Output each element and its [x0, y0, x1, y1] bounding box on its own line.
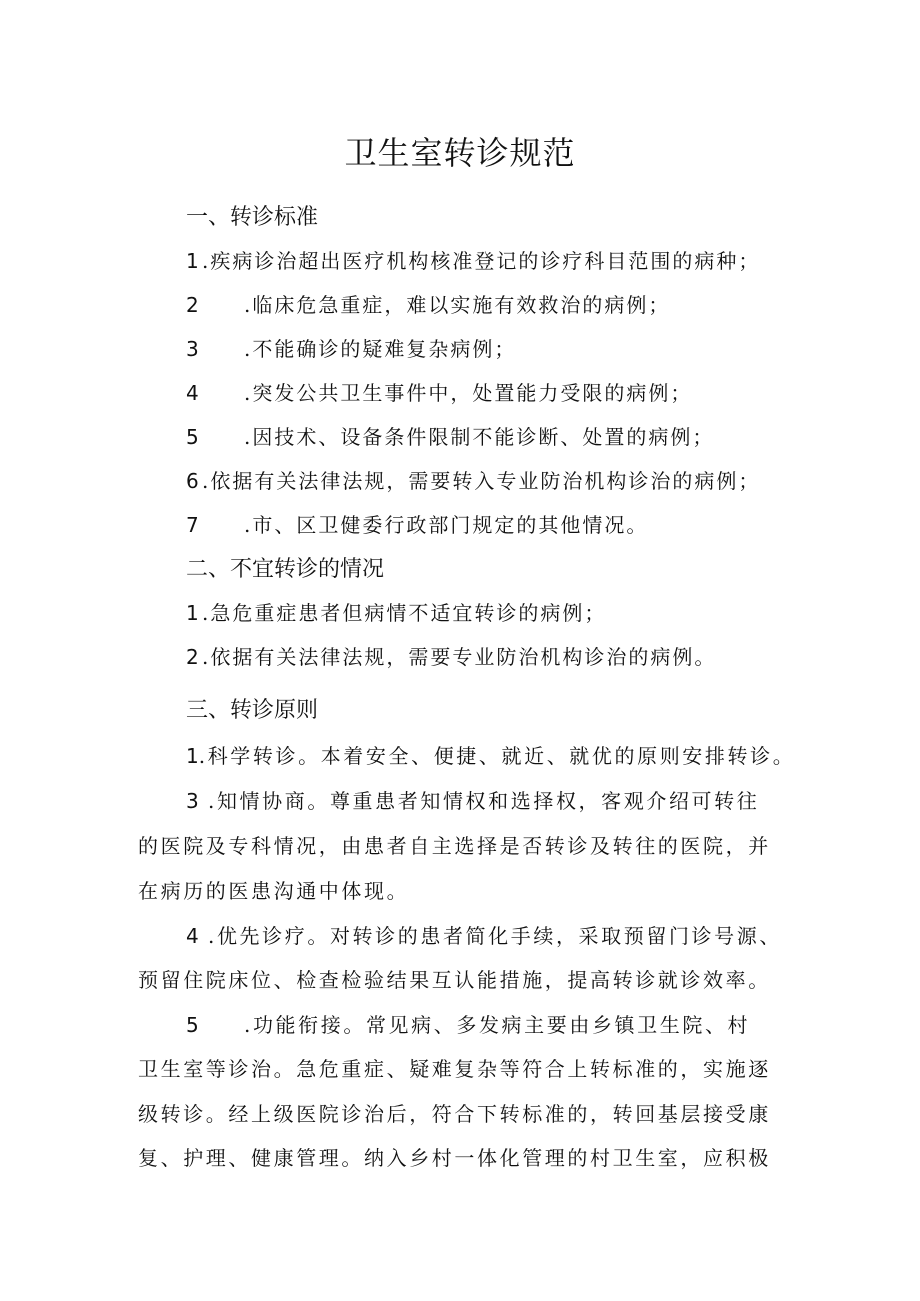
- paragraph-line: 复、护理、健康管理。纳入乡村一体化管理的村卫生室，应积极: [138, 1146, 771, 1170]
- item-number: 5: [186, 425, 199, 449]
- item-number: 3: [186, 337, 199, 361]
- paragraph-text: .科学转诊。本着安全、便捷、就近、就优的原则安排转诊。: [198, 744, 796, 768]
- paragraph-text: .功能衔接。常见病、多发病主要由乡镇卫生院、村: [244, 1013, 751, 1037]
- document-title: 卫生室转诊规范: [344, 134, 576, 172]
- item-text: .突发公共卫生事件中，处置能力受限的病例；: [244, 381, 693, 405]
- paragraph-text: .知情协商。尊重患者知情权和选择权，客观介绍可转往: [208, 789, 760, 813]
- list-item: [186, 377, 692, 406]
- section-heading-1: 一、转诊标准: [186, 205, 319, 230]
- item-number: 1: [186, 249, 199, 273]
- paragraph-text: .优先诊疗。对转诊的患者简化手续，采取预留门诊号源、: [208, 924, 782, 948]
- item-number: 2: [186, 645, 199, 669]
- list-item: [186, 641, 716, 670]
- paragraph-line: 的医院及专科情况，由患者自主选择是否转诊及转往的医院，并: [138, 834, 771, 858]
- item-text: .依据有关法律法规，需要转入专业防治机构诊治的病例；: [202, 469, 761, 493]
- paragraph-line: [186, 740, 795, 769]
- paragraph-line: [186, 1009, 750, 1038]
- list-item: [186, 421, 714, 450]
- list-item: [186, 465, 760, 494]
- item-text: .依据有关法律法规，需要专业防治机构诊治的病例。: [202, 645, 717, 669]
- section-heading-3: 三、转诊原则: [186, 698, 319, 723]
- section-heading-2: 二、不宜转诊的情况: [186, 557, 385, 582]
- paragraph-number: 5: [186, 1013, 199, 1037]
- item-text: .临床危急重症，难以实施有效救治的病例；: [244, 293, 671, 317]
- list-item: [186, 509, 648, 538]
- paragraph-number: 3: [186, 789, 199, 813]
- list-item: [186, 597, 606, 626]
- item-text: .不能确诊的疑难复杂病例；: [244, 337, 517, 361]
- item-text: .市、区卫健委行政部门规定的其他情况。: [244, 513, 649, 537]
- list-item: [186, 289, 670, 318]
- paragraph-line: 卫生室等诊治。急危重症、疑难复杂等符合上转标准的，实施逐: [138, 1057, 771, 1081]
- item-number: 2: [186, 293, 199, 317]
- item-text: .因技术、设备条件限制不能诊断、处置的病例；: [244, 425, 715, 449]
- item-number: 1: [186, 601, 199, 625]
- paragraph-line: 在病历的医患沟通中体现。: [138, 879, 410, 903]
- item-number: 4: [186, 381, 199, 405]
- list-item: [186, 333, 516, 362]
- paragraph-line: 预留住院床位、检查检验结果互认能措施，提高转诊就诊效率。: [138, 968, 771, 992]
- paragraph-number: 1: [186, 744, 199, 768]
- item-text: .急危重症患者但病情不适宜转诊的病例；: [202, 601, 607, 625]
- paragraph-line: [186, 785, 759, 814]
- paragraph-line: 级转诊。经上级医院诊治后，符合下转标准的，转回基层接受康: [138, 1102, 771, 1126]
- paragraph-number: 4: [186, 924, 199, 948]
- item-text: .疾病诊治超出医疗机构核准登记的诊疗科目范围的病种；: [202, 249, 761, 273]
- list-item: [186, 245, 760, 274]
- paragraph-line: [186, 920, 782, 949]
- item-number: 6: [186, 469, 199, 493]
- item-number: 7: [186, 513, 199, 537]
